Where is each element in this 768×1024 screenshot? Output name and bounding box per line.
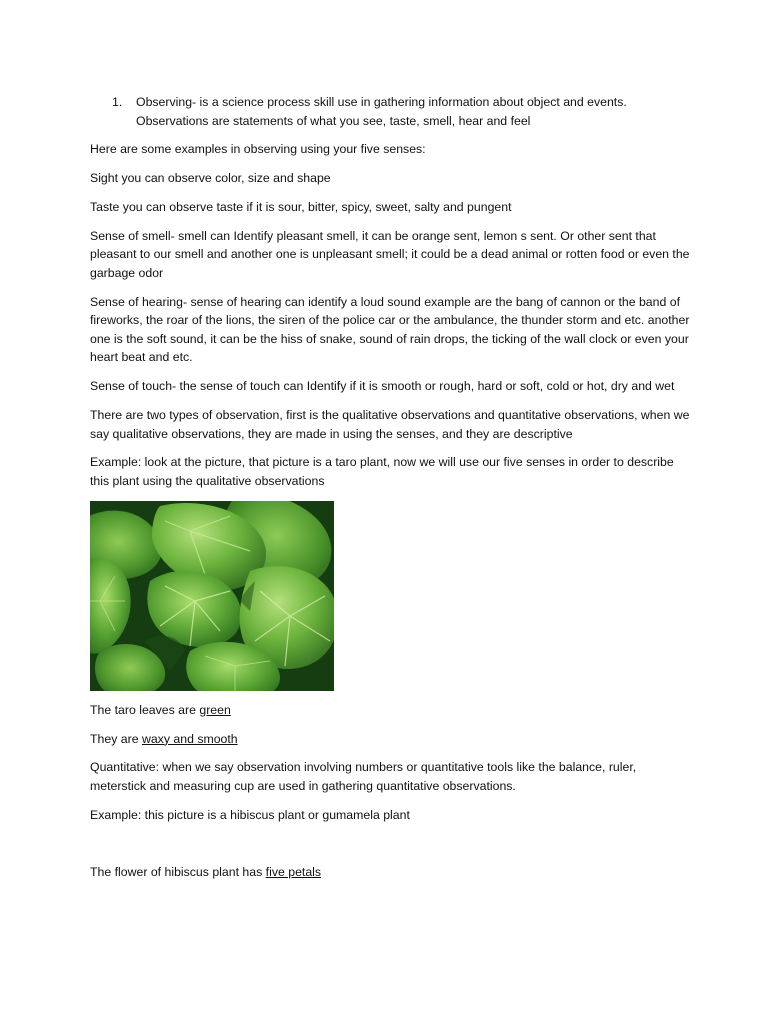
blank-space <box>90 835 690 863</box>
sight-paragraph: Sight you can observe color, size and shape <box>90 171 331 186</box>
taro-leaves-prefix: The taro leaves are <box>90 702 200 717</box>
taro-texture-prefix: They are <box>90 731 142 746</box>
touch-paragraph: Sense of touch- the sense of touch can Identify if it is smooth or rough, hard or soft, cold or hot, dry and wet <box>90 379 675 394</box>
taro-example-paragraph: Example: look at the picture, that picture is a taro plant, now we will use our five senses in order to describe this plant using the qualitative observations <box>90 455 674 488</box>
numbered-list-item <box>90 93 690 130</box>
hibiscus-petals-value: five petals <box>265 864 322 879</box>
taste-paragraph: Taste you can observe taste if it is sour, bitter, spicy, sweet, salty and pungent <box>90 199 512 214</box>
document-content <box>90 93 690 891</box>
list-number: 1. <box>112 95 123 109</box>
quantitative-text: when we say observation involving numbers or quantitative tools like the balance, ruler, meterstick and measuring cup are used in gathering quantitative observations. <box>90 760 637 793</box>
hibiscus-petals <box>90 863 690 882</box>
taro-plant-photo <box>90 501 334 691</box>
examples-intro: Here are some examples in observing using your five senses: <box>90 142 426 157</box>
quantitative-paragraph <box>90 758 690 795</box>
hibiscus-example-paragraph: Example: this picture is a hibiscus plant or gumamela plant <box>90 807 410 822</box>
smell-paragraph: Sense of smell- smell can Identify pleasant smell, it can be orange sent, lemon s sent. Or other sent that pleasant to our smell and another one is unpleasant smell; it could be a dead animal or rotten food or even the garbage odor <box>90 228 690 280</box>
taro-texture <box>90 730 690 749</box>
taro-leaves-color <box>90 701 690 720</box>
quantitative-label: Quantitative: <box>90 760 160 775</box>
taro-leaves-value: green <box>199 702 231 717</box>
taro-texture-value: waxy and smooth <box>141 731 238 746</box>
hibiscus-petals-prefix: The flower of hibiscus plant has <box>90 864 266 879</box>
hearing-paragraph: Sense of hearing- sense of hearing can identify a loud sound example are the bang of cannon or the band of fireworks, the roar of the lions, the siren of the police car or the ambulance, the thunder storm and etc. another one is the soft sound, it can be the hiss of snake, sound of rain drops, the ticking of the wall clock or even your heart beat and etc. <box>90 294 690 365</box>
observation-types-paragraph: There are two types of observation, first is the qualitative observations and quantitative observations, when we say qualitative observations, they are made in using the senses, and they are descriptive <box>90 408 690 441</box>
list-text: Observing- is a science process skill use in gathering information about object and events. Observations are statements of what you see, taste, smell, hear and feel <box>136 95 627 128</box>
